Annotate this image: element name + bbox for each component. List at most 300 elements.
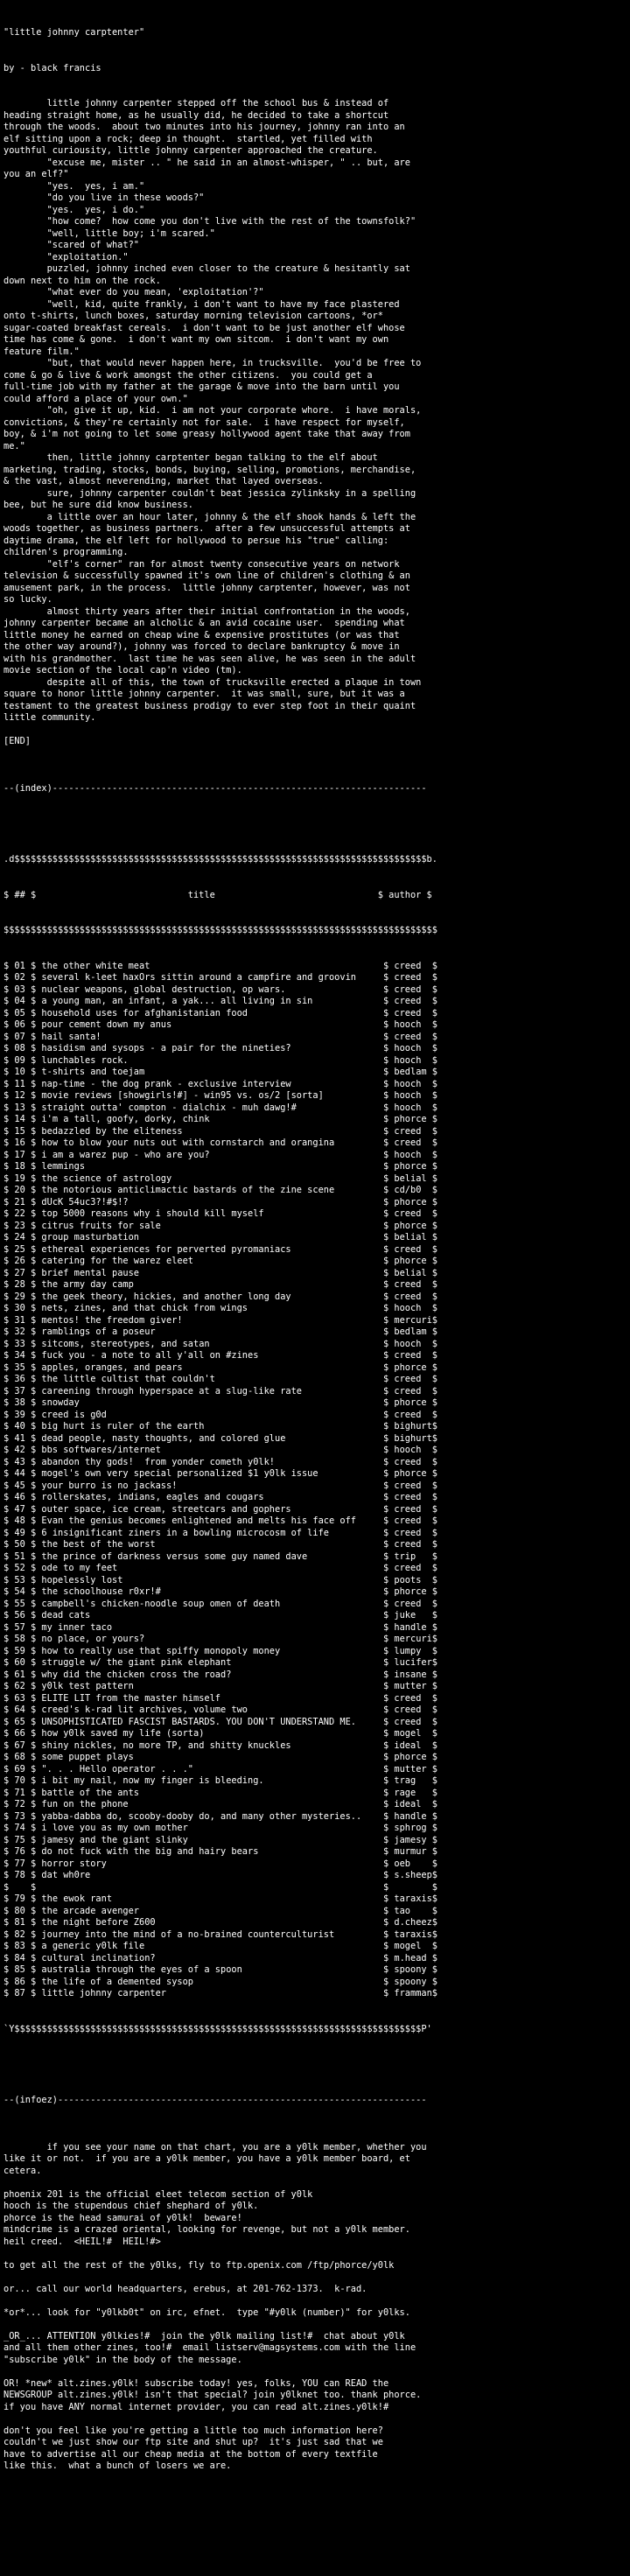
table-row: [4, 1468, 626, 1480]
row-number: 85: [14, 1964, 25, 1975]
row-border: $: [4, 1752, 15, 1762]
row-border: $: [431, 1031, 438, 1042]
row-border: $: [4, 1964, 15, 1975]
row-title: top 5000 reasons why i should kill myself: [41, 1208, 378, 1219]
row-border: $: [4, 1657, 15, 1668]
row-border: $: [24, 1858, 42, 1869]
row-border: $: [24, 1172, 42, 1184]
row-title: bedazzled by the eliteness: [41, 1125, 378, 1137]
row-border: $: [377, 1952, 395, 1964]
row-border: $: [24, 1503, 42, 1515]
row-number: 52: [14, 1563, 25, 1573]
row-number: 02: [14, 972, 25, 983]
row-border: $: [4, 1598, 15, 1609]
row-border: $: [24, 1125, 42, 1137]
row-title: nets, zines, and that chick from wings: [41, 1303, 378, 1313]
row-border: $: [377, 1634, 395, 1644]
table-row: [4, 1811, 626, 1824]
row-author: belial: [394, 1232, 432, 1242]
table-row: [4, 1090, 626, 1102]
row-number: 39: [14, 1409, 25, 1420]
row-border: $: [24, 1492, 42, 1502]
row-author: creed: [394, 960, 432, 971]
row-author: creed: [394, 1409, 432, 1420]
row-border: $: [4, 1740, 15, 1751]
row-title: the other white meat: [41, 960, 378, 971]
row-border: $: [431, 1350, 438, 1361]
table-row: [4, 1362, 626, 1375]
row-title: abandon thy gods! from yonder cometh y0lk!: [41, 1456, 378, 1467]
row-number: 13: [14, 1102, 25, 1113]
row-border: $: [377, 1988, 395, 1998]
row-number: 55: [14, 1598, 25, 1609]
row-author: trag: [394, 1775, 432, 1786]
row-number: 09: [14, 1054, 25, 1066]
story-title: "little johnny carptenter": [4, 27, 145, 38]
row-border: $: [24, 1220, 42, 1231]
index-table-header-row: $ ## $ title $ author $: [4, 889, 432, 900]
row-title: journey into the mind of a no-brained counterculturist: [41, 1928, 378, 1940]
row-title: the schoolhouse r0xr!#: [41, 1586, 378, 1597]
row-border: $: [377, 1125, 395, 1137]
row-border: $: [377, 1574, 395, 1586]
row-title: bbs softwares/internet: [41, 1445, 378, 1455]
table-row: [4, 1244, 626, 1256]
story-line: sure, johnny carpenter couldn't beat jessica zylinksky in a spelling: [4, 487, 416, 499]
story-line: "elf's corner" ran for almost twenty consecutive years on network: [4, 558, 400, 570]
row-border: $: [24, 1941, 42, 1951]
row-border: $: [377, 1468, 395, 1479]
infoez-line: to get all the rest of the y0lks, fly to ftp.openix.com /ftp/phorce/y0lk: [4, 2259, 395, 2271]
table-row: [4, 1551, 626, 1564]
story-line: movie section of the local cap'n video (tm).: [4, 665, 242, 676]
row-author: spoony: [394, 1976, 432, 1987]
row-border: $: [4, 1445, 15, 1455]
row-author: phorce: [394, 1586, 432, 1597]
table-row: [4, 1445, 626, 1457]
row-border: $: [377, 1256, 395, 1266]
table-row: [4, 1704, 626, 1717]
table-row: [4, 961, 626, 973]
row-border: $: [377, 1539, 395, 1550]
row-border: $: [4, 1267, 15, 1278]
row-number: 54: [14, 1586, 25, 1597]
row-title: struggle w/ the giant pink elephant: [41, 1657, 378, 1668]
row-border: $: [24, 960, 42, 971]
row-border: $: [24, 1350, 42, 1361]
row-border: $: [431, 1704, 438, 1715]
row-border: $: [24, 1669, 42, 1680]
row-border: $: [24, 1279, 42, 1290]
row-border: $: [4, 1692, 15, 1704]
row-border: $: [24, 1692, 42, 1704]
row-number: 58: [14, 1634, 25, 1644]
row-border: $: [431, 1161, 438, 1172]
row-border: $: [377, 1432, 395, 1444]
infoez-line: phoenix 201 is the official eleet telecom section of y0lk: [4, 2188, 313, 2200]
row-border: $: [24, 1078, 42, 1089]
story-line: testament to the greatest business prodigy to ever step foot in their quaint: [4, 700, 416, 711]
row-border: $: [431, 1740, 438, 1751]
row-border: $: [24, 1870, 42, 1880]
table-row: [4, 1693, 626, 1705]
row-border: $: [4, 1527, 15, 1538]
row-title: straight outta' compton - dialchix - muh dawg!#: [41, 1102, 378, 1113]
row-border: $: [377, 1445, 395, 1455]
index-table-top-border: .d$$$$$$$$$$$$$$$$$$$$$$$$$$$$$$$$$$$$$$$$$$$$$$$$$$$$$$$$$$$$$$$$$$$$$$$$$$$$b.: [4, 854, 438, 864]
story-line: square to honor little johnny carpenter. it was small, sure, but it was a: [4, 689, 405, 699]
row-border: $: [24, 1185, 42, 1195]
row-author: mutter: [394, 1763, 432, 1774]
table-row: [4, 1657, 626, 1670]
infoez-line: if you have ANY normal internet provider, you can read alt.zines.y0lk!#: [4, 2401, 389, 2412]
row-border: $: [24, 1102, 42, 1113]
row-border: $: [431, 1314, 438, 1326]
row-author: creed: [394, 1208, 432, 1219]
row-border: $: [377, 1610, 395, 1620]
table-row: [4, 1268, 626, 1280]
row-border: $: [377, 1090, 395, 1101]
row-author: tao: [394, 1905, 432, 1916]
row-border: $: [24, 1314, 42, 1326]
row-number: 12: [14, 1090, 25, 1101]
row-border: $: [4, 1326, 15, 1337]
row-border: $: [24, 1775, 42, 1786]
row-border: $: [377, 1374, 395, 1384]
row-border: $: [24, 1894, 42, 1904]
row-title: ELITE LIT from the master himself: [41, 1692, 378, 1704]
row-border: $: [24, 1067, 42, 1077]
story-line: & the vast, almost neverending, market that layed overseas.: [4, 476, 324, 486]
row-border: $: [24, 1161, 42, 1172]
row-author: belial: [394, 1172, 432, 1184]
row-border: $: [431, 1445, 438, 1455]
story-line: elf sitting upon a rock; deep in thought. startled, yet filled with: [4, 133, 373, 144]
table-row: [4, 1386, 626, 1398]
story-line: [4, 724, 626, 737]
row-border: $: [4, 1019, 15, 1030]
row-border: $: [431, 1870, 438, 1880]
row-border: $: [377, 1941, 395, 1951]
row-border: $: [377, 1905, 395, 1916]
row-author: creed: [394, 984, 432, 995]
row-border: $: [24, 1846, 42, 1857]
row-border: $: [24, 1385, 42, 1396]
row-border: $: [377, 1149, 395, 1160]
row-border: $: [431, 1941, 438, 1951]
row-border: $: [431, 1279, 438, 1290]
table-row: [4, 1670, 626, 1682]
row-border: $: [4, 1161, 15, 1172]
row-border: $: [431, 1634, 438, 1644]
row-border: $: [24, 1456, 42, 1467]
row-title: lunchables rock.: [41, 1054, 378, 1066]
row-border: $: [4, 1539, 15, 1550]
row-border: $: [4, 1350, 15, 1361]
infoez-line: _OR_... ATTENTION y0lkies!# join the y0lk mailing list!# chat about y0lk: [4, 2330, 405, 2342]
row-border: $: [431, 1362, 438, 1373]
row-title: brief mental pause: [41, 1267, 378, 1278]
row-border: $: [377, 1763, 395, 1774]
row-border: $: [4, 1775, 15, 1786]
row-border: $: [4, 1621, 15, 1633]
row-border: $: [24, 1681, 42, 1691]
row-border: $: [377, 1007, 395, 1018]
row-border: $: [4, 1988, 15, 1998]
row-border: $: [4, 1232, 15, 1242]
row-title: hasidism and sysops - a pair for the nineties?: [41, 1043, 378, 1054]
row-border: $: [24, 1928, 42, 1940]
row-title: a generic y0lk file: [41, 1941, 378, 1951]
row-border: $: [431, 1610, 438, 1620]
spacer-line: [4, 2059, 626, 2071]
row-number: 26: [14, 1256, 25, 1266]
row-author: rage: [394, 1787, 432, 1798]
row-border: $: [377, 1054, 395, 1066]
row-border: $: [4, 1870, 15, 1880]
table-row: [4, 1953, 626, 1965]
row-number: 28: [14, 1279, 25, 1290]
row-author: phorce: [394, 1256, 432, 1266]
row-author: murmur: [394, 1846, 432, 1857]
story-line: "how come? how come you don't live with the rest of the townsfolk?": [4, 216, 416, 227]
row-border: $: [431, 1409, 438, 1420]
row-border: $: [24, 1952, 42, 1964]
row-title: the prince of darkness versus some guy named dave: [41, 1550, 378, 1562]
table-row: [4, 1740, 626, 1753]
table-row: [4, 1575, 626, 1587]
story-line: woods together, as business partners. after a few unsuccessful attempts at: [4, 523, 410, 534]
row-border: $: [377, 1704, 395, 1715]
row-author: creed: [394, 1716, 432, 1727]
row-border: $: [4, 1941, 15, 1951]
row-border: $: [377, 1043, 395, 1054]
row-border: $: [24, 1881, 42, 1893]
row-border: $: [377, 1243, 395, 1255]
row-author: creed: [394, 1291, 432, 1302]
row-border: $: [431, 1432, 438, 1444]
row-border: $: [24, 1752, 42, 1762]
row-border: $: [431, 1138, 438, 1148]
infoez-line: [4, 2248, 626, 2260]
row-border: $: [431, 1799, 438, 1810]
row-border: $: [377, 1279, 395, 1290]
story-line: full-time job with my father at the garage & move into the barn until you: [4, 382, 400, 392]
row-border: $: [377, 1314, 395, 1326]
row-title: the night before Z600: [41, 1917, 378, 1928]
row-title: yabba-dabba do, scooby-dooby do, and many other mysteries..: [41, 1810, 378, 1822]
row-border: $: [377, 1692, 395, 1704]
row-border: $: [431, 1928, 438, 1940]
row-title: no place, or yours?: [41, 1634, 378, 1644]
row-author: creed: [394, 1563, 432, 1573]
infoez-line: cetera.: [4, 2165, 42, 2176]
story-line: "what ever do you mean, 'exploitation'?": [4, 287, 264, 298]
table-row: [4, 1504, 626, 1516]
row-border: $: [4, 1243, 15, 1255]
row-number: 57: [14, 1621, 25, 1633]
row-border: $: [4, 1681, 15, 1691]
story-line: "yes. yes, i am.": [4, 180, 145, 192]
row-border: $: [431, 1621, 438, 1633]
infoez-line: *or*... look for "y0lkb0t" on irc, efnet. type "#y0lk (number)" for y0lks.: [4, 2306, 410, 2318]
row-border: $: [377, 1752, 395, 1762]
row-border: $: [377, 1669, 395, 1680]
row-border: $: [431, 1692, 438, 1704]
row-border: $: [24, 1114, 42, 1124]
table-row: [4, 1882, 626, 1894]
row-author: creed: [394, 996, 432, 1006]
row-border: $: [4, 1149, 15, 1160]
row-border: $: [431, 1657, 438, 1668]
row-number: 50: [14, 1539, 25, 1550]
row-author: m.head: [394, 1952, 432, 1964]
row-author: hooch: [394, 1054, 432, 1066]
row-title: 6 insignificant ziners in a bowling microcosm of life: [41, 1527, 378, 1538]
row-title: the notorious anticlimactic bastards of the zine scene: [41, 1185, 378, 1195]
row-border: $: [24, 1621, 42, 1633]
row-border: $: [4, 1952, 15, 1964]
row-author: creed: [394, 1279, 432, 1290]
story-line: puzzled, johnny inched even closer to the creature & hesitantly sat: [4, 263, 410, 274]
story-line: "yes. yes, i do.": [4, 204, 145, 215]
row-border: $: [4, 1823, 15, 1833]
row-number: 08: [14, 1043, 25, 1054]
row-border: $: [4, 1279, 15, 1290]
row-title: i love you as my own mother: [41, 1823, 378, 1833]
row-border: $: [377, 1740, 395, 1751]
row-title: rollerskates, indians, eagles and cougars: [41, 1492, 378, 1502]
table-row: [4, 1256, 626, 1268]
row-number: 22: [14, 1208, 25, 1219]
row-border: $: [377, 1338, 395, 1349]
row-number: 75: [14, 1834, 25, 1845]
row-border: $: [377, 1858, 395, 1869]
row-border: $: [4, 1858, 15, 1869]
table-row: [4, 1906, 626, 1918]
row-border: $: [431, 1917, 438, 1928]
table-row: [4, 1775, 626, 1788]
row-title: outer space, ice cream, streetcars and gophers: [41, 1503, 378, 1515]
row-author: creed: [394, 1692, 432, 1704]
row-author: handle: [394, 1810, 432, 1822]
row-border: $: [377, 1917, 395, 1928]
row-border: $: [24, 1799, 42, 1810]
row-border: $: [24, 1374, 42, 1384]
row-number: 06: [14, 1019, 25, 1030]
row-number: 49: [14, 1527, 25, 1538]
row-number: 11: [14, 1078, 25, 1089]
row-title: little johnny carpenter: [41, 1988, 378, 1998]
row-border: $: [377, 1728, 395, 1739]
row-border: $: [24, 1445, 42, 1455]
row-author: taraxis: [394, 1928, 432, 1940]
row-number: 76: [14, 1846, 25, 1857]
row-number: 65: [14, 1716, 25, 1727]
story-line: come & go & live & work amongst the other citizens. you could get a: [4, 369, 373, 381]
row-author: creed: [394, 1516, 432, 1526]
row-author: creed: [394, 1385, 432, 1396]
row-border: $: [24, 1043, 42, 1054]
row-author: cd/b0: [394, 1185, 432, 1195]
row-border: $: [431, 1823, 438, 1833]
row-number: 24: [14, 1232, 25, 1242]
row-number: 07: [14, 1031, 25, 1042]
table-row: [4, 1138, 626, 1150]
table-row: [4, 1977, 626, 1989]
infoez-line: [4, 2177, 626, 2189]
row-border: $: [4, 1314, 15, 1326]
row-title: creed is g0d: [41, 1409, 378, 1420]
table-row: [4, 1988, 626, 2000]
row-border: $: [4, 1374, 15, 1384]
row-title: how y0lk saved my life (sorta): [41, 1728, 378, 1739]
row-border: $: [24, 1468, 42, 1479]
row-border: $: [24, 1976, 42, 1987]
story-line: johnny carpenter became an alcholic & an avid cocaine user. spending what: [4, 618, 405, 628]
row-author: creed: [394, 1243, 432, 1255]
row-border: $: [4, 972, 15, 983]
row-border: $: [4, 1563, 15, 1573]
row-border: $: [377, 1102, 395, 1113]
row-border: $: [431, 1563, 438, 1573]
row-title: dead people, nasty thoughts, and colored glue: [41, 1432, 378, 1444]
table-row: [4, 1173, 626, 1186]
row-border: $: [4, 1432, 15, 1444]
row-author: phorce: [394, 1362, 432, 1373]
row-author: creed: [394, 1492, 432, 1502]
row-number: 83: [14, 1941, 25, 1951]
row-title: the arcade avenger: [41, 1905, 378, 1916]
story-line: then, little johnny carptenter began talking to the elf about: [4, 452, 378, 463]
row-number: 59: [14, 1645, 25, 1656]
row-author: insane: [394, 1669, 432, 1680]
row-border: $: [24, 1763, 42, 1774]
table-row: [4, 1350, 626, 1362]
row-title: catering for the warez eleet: [41, 1256, 378, 1266]
story-line: "but, that would never happen here, in trucksville. you'd be free to: [4, 358, 422, 368]
row-border: $: [377, 1598, 395, 1609]
row-title: the little cultist that couldn't: [41, 1374, 378, 1384]
row-border: $: [24, 1834, 42, 1845]
table-row: [4, 1610, 626, 1622]
row-border: $: [4, 1881, 15, 1893]
row-border: $: [377, 960, 395, 971]
row-author: creed: [394, 1007, 432, 1018]
row-border: $: [4, 1138, 15, 1148]
row-border: $: [4, 1185, 15, 1195]
table-row: [4, 1303, 626, 1315]
row-border: $: [377, 1350, 395, 1361]
row-author: lucifer: [394, 1657, 432, 1668]
infoez-line: [4, 2295, 626, 2307]
row-author: d.cheez: [394, 1917, 432, 1928]
row-number: 71: [14, 1787, 25, 1798]
row-border: $: [24, 1243, 42, 1255]
row-border: $: [4, 1196, 15, 1208]
row-border: $: [431, 1149, 438, 1160]
row-border: $: [377, 1928, 395, 1940]
story-line: little money he earned on cheap wine & expensive prostitutes (or was that: [4, 629, 400, 640]
row-border: $: [431, 1243, 438, 1255]
row-border: $: [377, 1516, 395, 1526]
row-title: [41, 1882, 377, 1893]
row-border: $: [4, 1338, 15, 1349]
row-border: $: [431, 1232, 438, 1242]
row-border: $: [377, 1657, 395, 1668]
row-border: $: [431, 1905, 438, 1916]
row-border: $: [24, 1432, 42, 1444]
